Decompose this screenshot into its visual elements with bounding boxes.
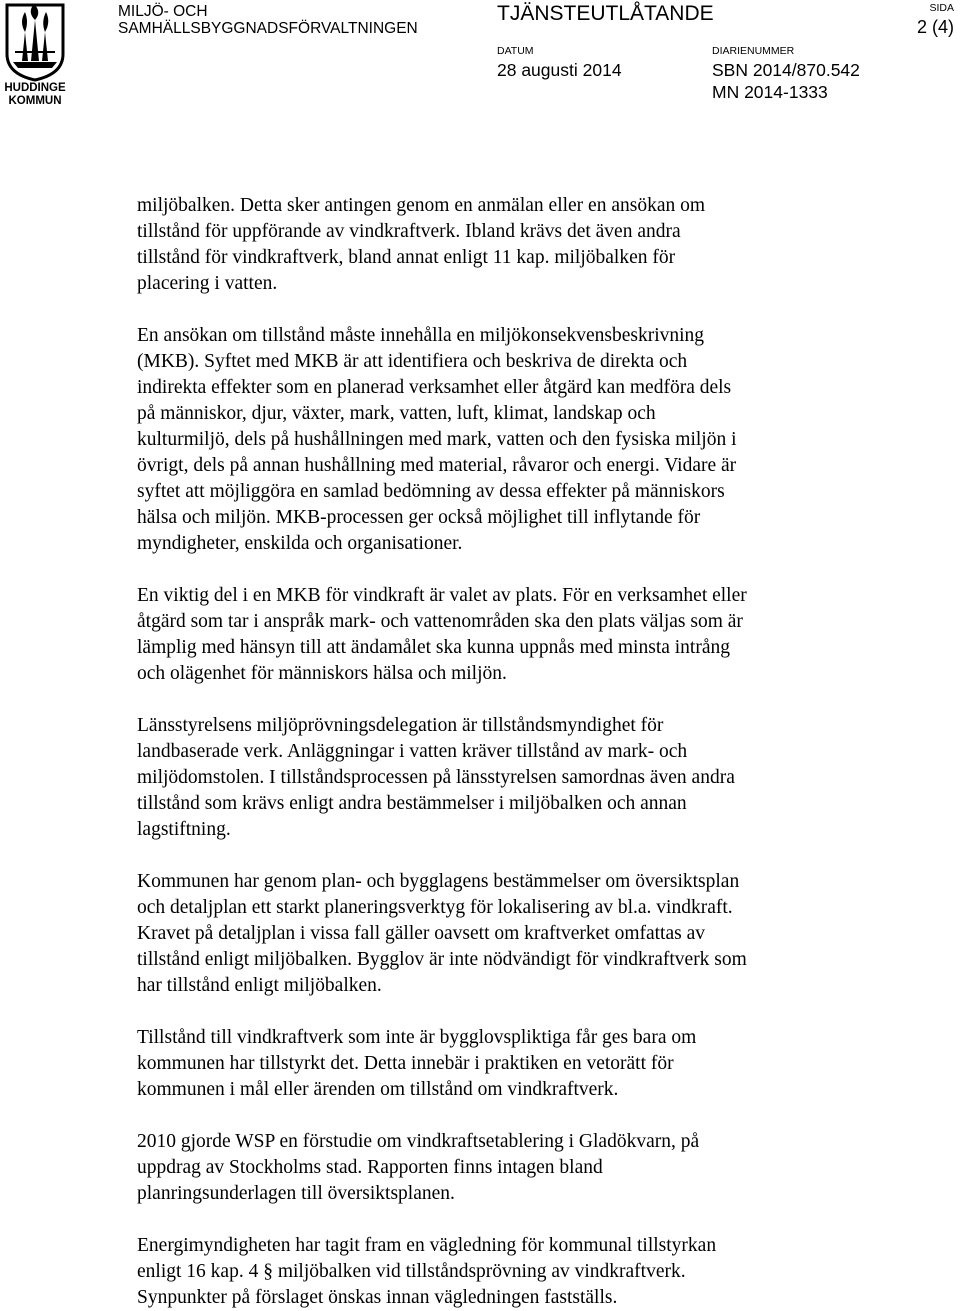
text-line: och olägenhet för människors hälsa och miljön. [137,663,507,684]
text-line: tillstånd för vindkraftverk, bland annat enligt 11 kap. miljöbalken för [137,247,676,268]
text-line: enligt 16 kap. 4 § miljöbalken vid tillståndsprövning av vindkraftverk. [137,1261,686,1282]
logo-line-2: KOMMUN [8,95,62,107]
paragraph [137,323,837,557]
text-line: kommunen i mål eller ärenden om tillstånd om vindkraftverk. [137,1079,619,1100]
department-name [118,3,418,37]
coat-of-arms-icon [2,2,68,82]
text-line: En viktig del i en MKB för vindkraft är valet av plats. För en verksamhet eller [137,585,747,606]
text-line: Länsstyrelsens miljöprövningsdelegation är tillståndsmyndighet för [137,715,664,736]
text-line: planringsunderlagen till översiktsplanen. [137,1183,455,1204]
text-line: och detaljplan ett starkt planeringsverktyg för lokalisering av bl.a. vindkraft. [137,897,733,918]
text-line: lämplig med hänsyn till att ändamålet ska kunna uppnås med minsta intrång [137,637,730,658]
text-line: En ansökan om tillstånd måste innehålla en miljökonsekvensbeskrivning [137,325,705,346]
page-label: SIDA [929,2,954,14]
text-line: miljöbalken. Detta sker antingen genom en anmälan eller en ansökan om [137,195,706,216]
text-line: Kommunen har genom plan- och bygglagens bestämmelser om översiktsplan [137,871,740,892]
page-number: 2 (4) [916,17,954,37]
document-date: 28 augusti 2014 [497,60,622,80]
text-line: tillstånd enligt miljöbalken. Bygglov är inte nödvändigt för vindkraftverk som [137,949,747,970]
text-line: på människor, djur, växter, mark, vatten, luft, klimat, landskap och [137,403,656,424]
text-line: åtgärd som tar i anspråk mark- och vattenområden ska den plats väljas som är [137,611,743,632]
date-label: DATUM [497,45,534,57]
text-line: kulturmiljö, dels på hushållningen med mark, vatten och den fysiska miljön i [137,429,737,450]
text-line: tillstånd som krävs enligt andra bestämmelser i miljöbalken och annan [137,793,687,814]
text-line: har tillstånd enligt miljöbalken. [137,975,382,996]
paragraph [137,1129,837,1207]
paragraph [137,869,837,999]
logo-line-1: HUDDINGE [4,82,66,94]
text-line: kommunen har tillstyrkt det. Detta innebär i praktiken en vetorätt för [137,1053,674,1074]
text-line: hälsa och miljön. MKB-processen ger också möjlighet till inflytande för [137,507,701,528]
text-line: miljödomstolen. I tillståndsprocessen på länsstyrelsen samordnas även andra [137,767,735,788]
text-line: (MKB). Syftet med MKB är att identifiera och beskriva de direkta och [137,351,688,372]
text-line: övrigt, dels på annan hushållning med material, råvaror och energi. Vidare är [137,455,737,476]
paragraph [137,713,837,843]
text-line: Tillstånd till vindkraftverk som inte är bygglovspliktiga får ges bara om [137,1027,697,1048]
municipality-logo [2,2,66,106]
department-line-2: SAMHÄLLSBYGGNADSFÖRVALTNINGEN [118,20,418,37]
diary-number-label: DIARIENUMMER [712,45,795,57]
text-line: tillstånd för uppförande av vindkraftverk. Ibland krävs det även andra [137,221,681,242]
text-line: Synpunkter på förslaget önskas innan vägledningen fastställs. [137,1287,618,1308]
text-line: Kravet på detaljplan i vissa fall gäller oavsett om kraftverket omfattas av [137,923,705,944]
paragraph [137,583,837,687]
text-line: indirekta effekter som en planerad verksamhet eller åtgärd kan medföra dels [137,377,732,398]
document-type: TJÄNSTEUTLÅTANDE [497,2,714,25]
text-line: myndigheter, enskilda och organisationer. [137,533,463,554]
text-line: lagstiftning. [137,819,231,840]
text-line: Energimyndigheten har tagit fram en vägledning för kommunal tillstyrkan [137,1235,717,1256]
text-line: syftet att möjliggöra en samlad bedömning av dessa effekter på människors [137,481,725,502]
department-line-1: MILJÖ- OCH [118,3,208,20]
paragraph [137,1233,837,1311]
diary-number-2: MN 2014-1333 [712,82,828,102]
diary-number-1: SBN 2014/870.542 [712,60,860,80]
paragraph [137,193,837,297]
text-line: 2010 gjorde WSP en förstudie om vindkraftsetablering i Gladökvarn, på [137,1131,700,1152]
text-line: uppdrag av Stockholms stad. Rapporten finns intagen bland [137,1157,603,1178]
text-line: landbaserade verk. Anläggningar i vatten kräver tillstånd av mark- och [137,741,688,762]
text-line: placering i vatten. [137,273,278,294]
document-body [137,193,837,1311]
paragraph [137,1025,837,1103]
